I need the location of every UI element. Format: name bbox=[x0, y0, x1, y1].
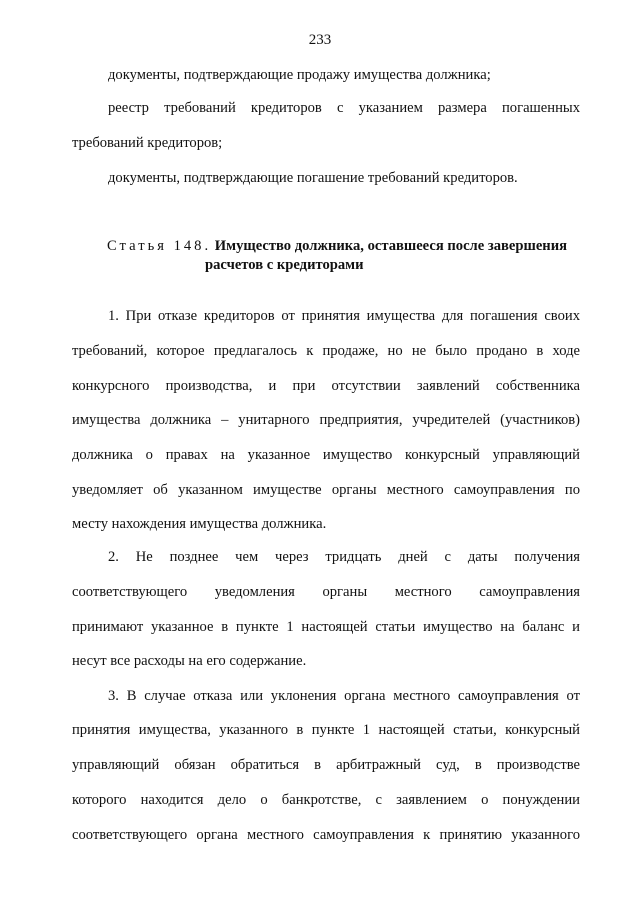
section3-line: управляющий обязан обратиться в арбитражный суд, в производстве bbox=[72, 757, 580, 773]
section2-line: несут все расходы на его содержание. bbox=[72, 653, 307, 669]
section1-line: имущества должника – унитарного предприятия, учредителей (участников) bbox=[72, 412, 580, 428]
section1-line: должника о правах на указанное имущество конкурсный управляющий bbox=[72, 447, 580, 463]
page-number: 233 bbox=[308, 32, 332, 48]
section2-line: соответствующего уведомления органы местного самоуправления bbox=[72, 584, 580, 600]
article-title-line2: расчетов с кредиторами bbox=[205, 257, 364, 273]
section3-line: 3. В случае отказа или уклонения органа местного самоуправления от bbox=[108, 688, 580, 704]
section3-line: которого находится дело о банкротстве, с заявлением о понуждении bbox=[72, 792, 580, 808]
paragraph-registry-line2: требований кредиторов; bbox=[72, 135, 223, 151]
section1-line: уведомляет об указанном имуществе органы местного самоуправления по bbox=[72, 482, 580, 498]
article-label: Статья 148. bbox=[107, 238, 212, 254]
section1-line: 1. При отказе кредиторов от принятия имущества для погашения своих bbox=[108, 308, 580, 324]
section3-line: принятия имущества, указанного в пункте 1 настоящей статьи, конкурсный bbox=[72, 722, 580, 738]
section2-line: принимают указанное в пункте 1 настоящей статьи имущество на баланс и bbox=[72, 619, 580, 635]
article-title-line1: Имущество должника, оставшееся после завершения bbox=[214, 238, 568, 254]
article-heading bbox=[107, 237, 577, 256]
paragraph-documents-sale: документы, подтверждающие продажу имущества должника; bbox=[108, 67, 491, 83]
section3-line: соответствующего органа местного самоуправления к принятию указанного bbox=[72, 827, 580, 843]
paragraph-registry-line1: реестр требований кредиторов с указанием размера погашенных bbox=[108, 100, 580, 116]
section1-line: конкурсного производства, и при отсутствии заявлений собственника bbox=[72, 378, 580, 394]
paragraph-documents-repayment: документы, подтверждающие погашение требований кредиторов. bbox=[108, 170, 518, 186]
section2-line: 2. Не позднее чем через тридцать дней с даты получения bbox=[108, 549, 580, 565]
section1-line: месту нахождения имущества должника. bbox=[72, 516, 327, 532]
section1-line: требований, которое предлагалось к продаже, но не было продано в ходе bbox=[72, 343, 580, 359]
